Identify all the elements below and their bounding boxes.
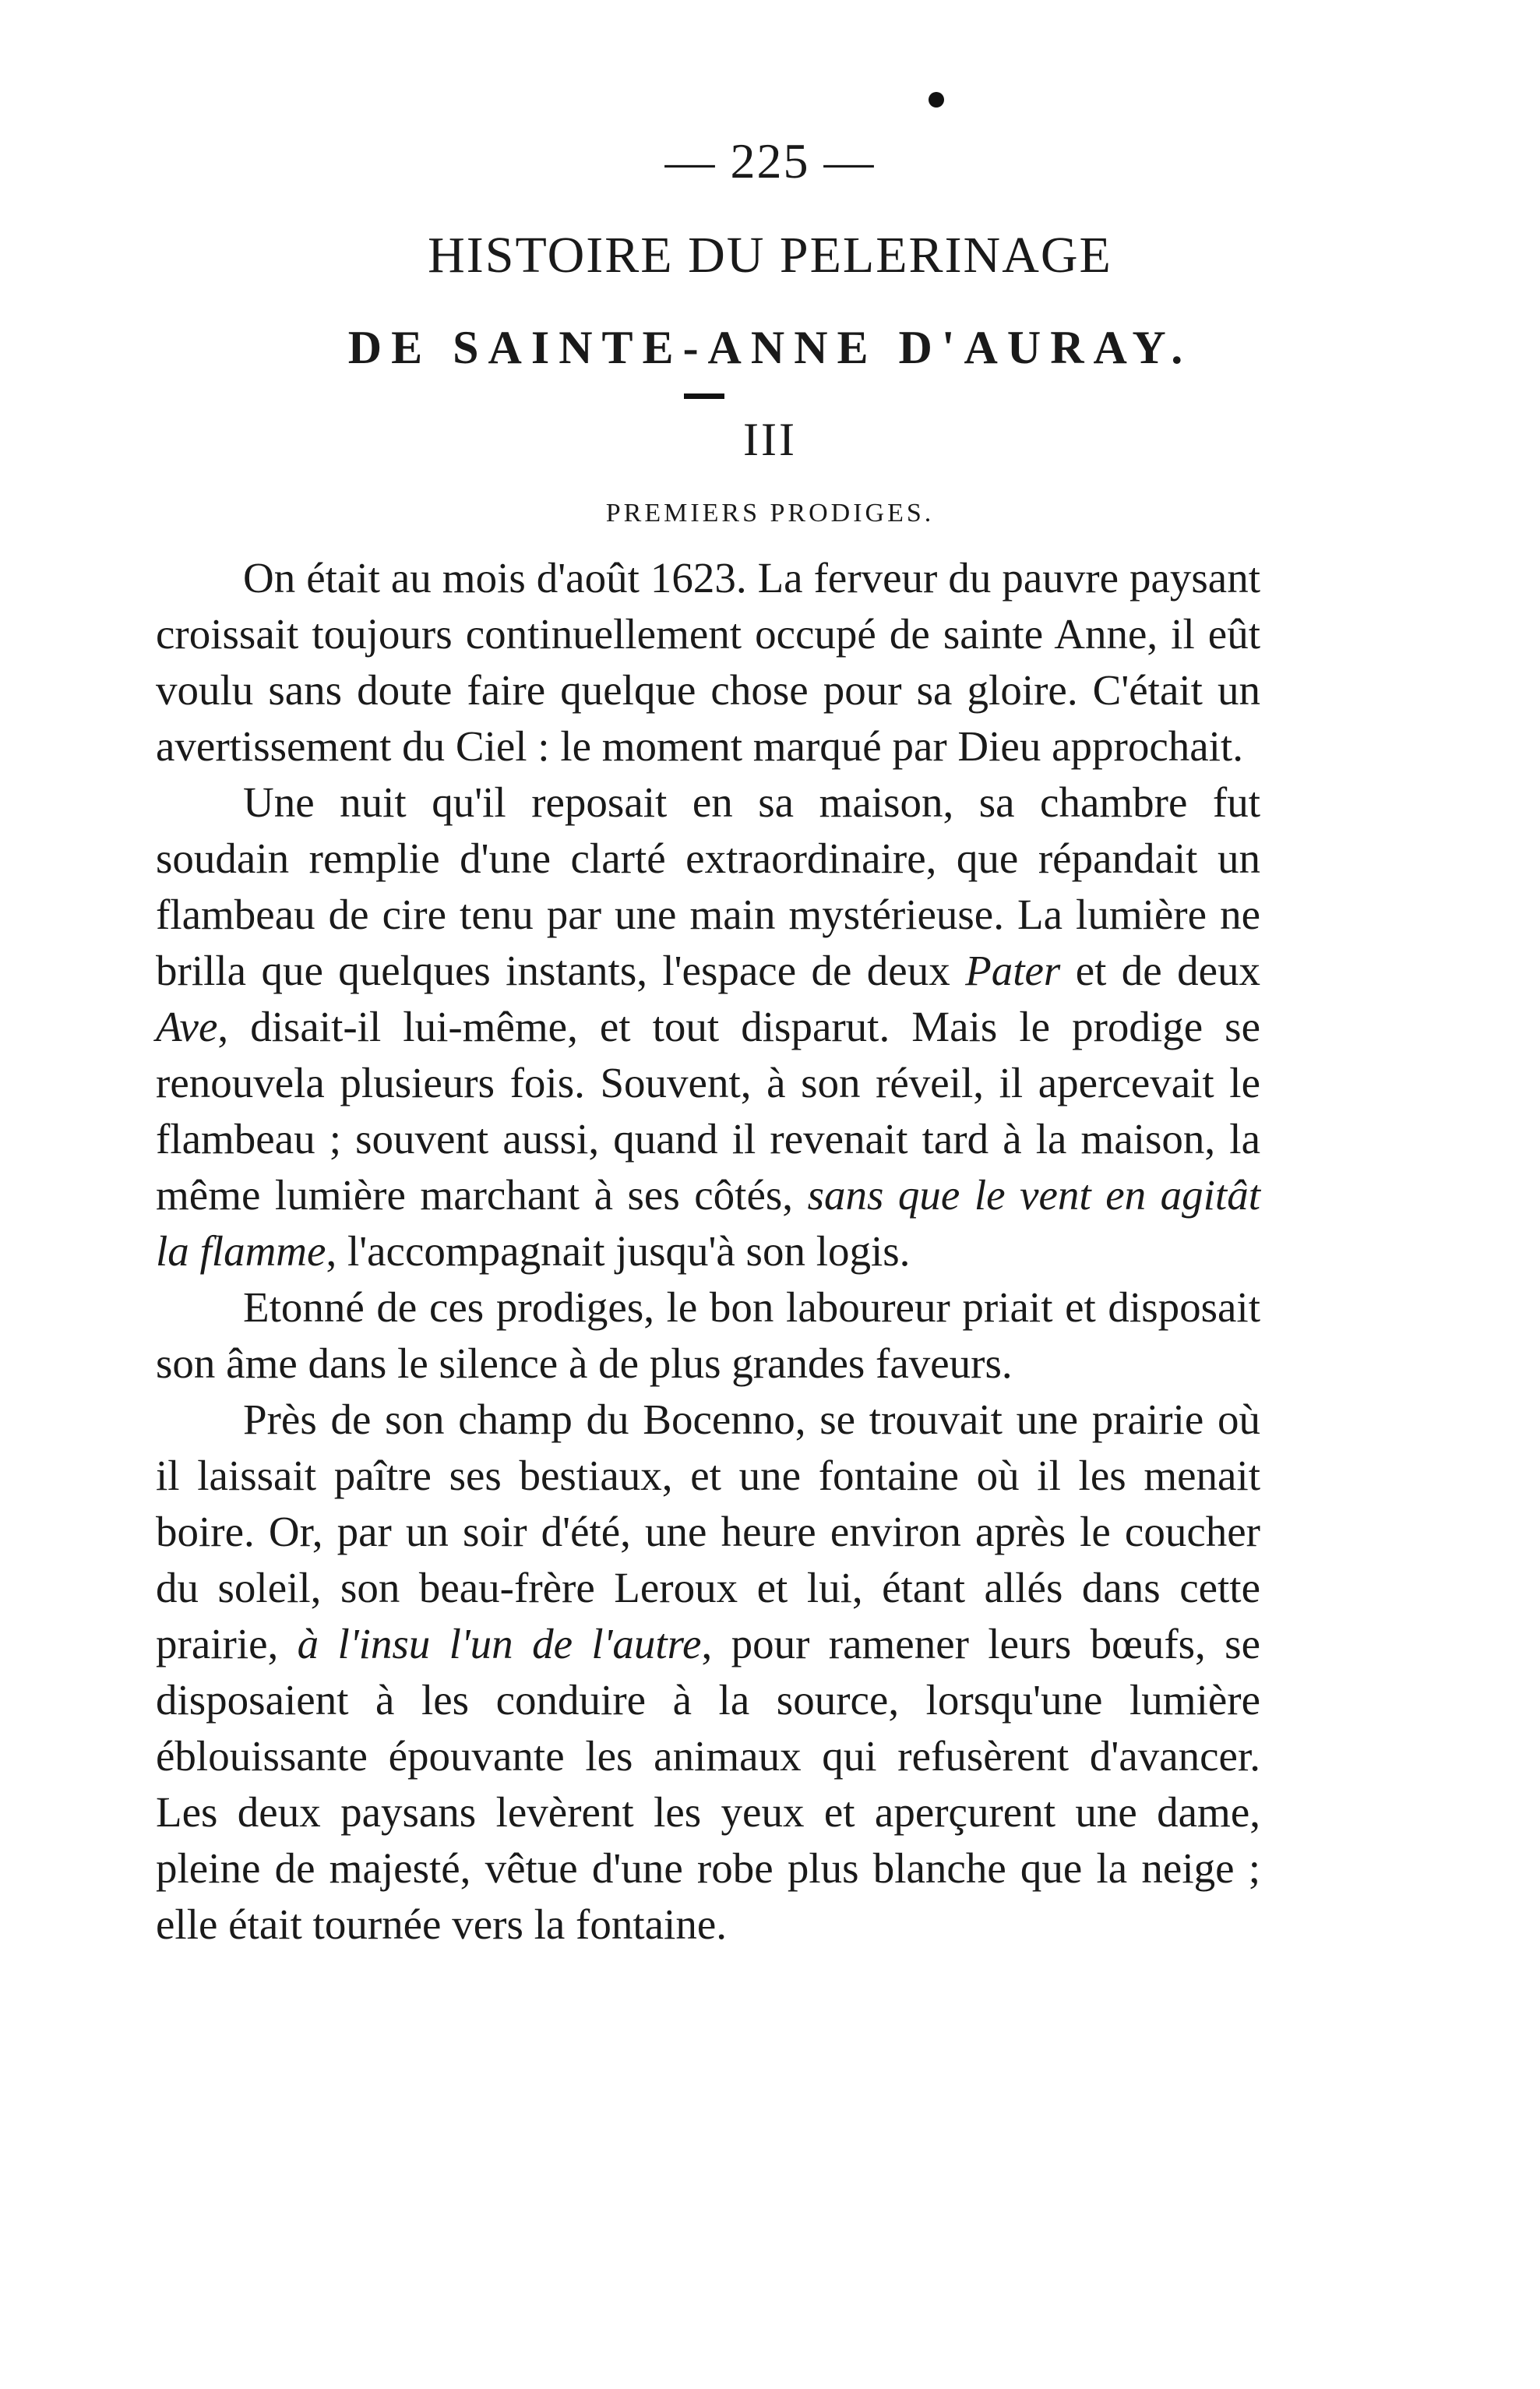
paragraph-text: , disait-il lui-même, et tout disparut. Mais le prodige se renouvela plusieurs fois. Souvent, à son réveil, il apercevait le flambeau ; souvent aussi, quand il revenait tard à la maison, la même lumière marchant à ses côtés, [156, 1003, 1260, 1219]
italic-text: sans que le vent en agitât la flamme [156, 1171, 1260, 1275]
italic-text: à l'insu l'un de l'autre [297, 1620, 702, 1667]
title-rule [684, 393, 724, 399]
paragraph-text: , l'accompagnait jusqu'à son logis. [326, 1227, 911, 1275]
title-line-2: DE SAINTE-ANNE D'AURAY. [347, 322, 1193, 373]
chapter-number: III [743, 414, 797, 465]
italic-text: Pater [965, 947, 1061, 994]
paragraph-text: Etonné de ces prodiges, le bon laboureur priait et disposait son âme dans le silence à de plus grandes faveurs. [156, 1283, 1260, 1387]
ink-dot [929, 92, 944, 108]
page-number: — 225 — [664, 133, 876, 189]
paragraph [156, 550, 1260, 775]
paragraph [156, 1279, 1260, 1392]
paragraph-text: Près de son champ du Bocenno, se trouvait une prairie où il laissait paître ses bestiaux, et une fontaine où il les menait boire. Or, par un soir d'été, une heure environ après le coucher du soleil, son beau-frère Leroux et lui, étant allés dans cette prairie, [156, 1396, 1260, 1667]
paragraph [156, 775, 1260, 1279]
paragraph-text: On était au mois d'août 1623. La ferveur du pauvre paysant croissait toujours continuellement occupé de sainte Anne, il eût voulu sans doute faire quelque chose pour sa gloire. C'était un avertissement du Ciel : le moment marqué par Dieu approchait. [156, 554, 1260, 770]
paragraph-text: Une nuit qu'il reposait en sa maison, sa chambre fut soudain remplie d'une clarté extraordinaire, que répandait un flambeau de cire tenu par une main mystérieuse. La lumière ne brilla que quelques instants, l'espace de deux [156, 778, 1260, 994]
title-line-1: HISTOIRE DU PELERINAGE [428, 227, 1112, 284]
body-text [156, 550, 1260, 1953]
paragraph-text: et de deux [1060, 947, 1260, 994]
paragraph-text: , pour ramener leurs bœufs, se disposaient à les conduire à la source, lorsqu'une lumière éblouissante épouvante les animaux qui refusèrent d'avancer. Les deux paysans levèrent les yeux et aperçurent une dame, pleine de majesté, vêtue d'une robe plus blanche que la neige ; elle était tournée vers la fontaine. [156, 1620, 1260, 1948]
paragraph [156, 1392, 1260, 1953]
chapter-title: PREMIERS PRODIGES. [605, 499, 935, 528]
italic-text: Ave [156, 1003, 218, 1050]
